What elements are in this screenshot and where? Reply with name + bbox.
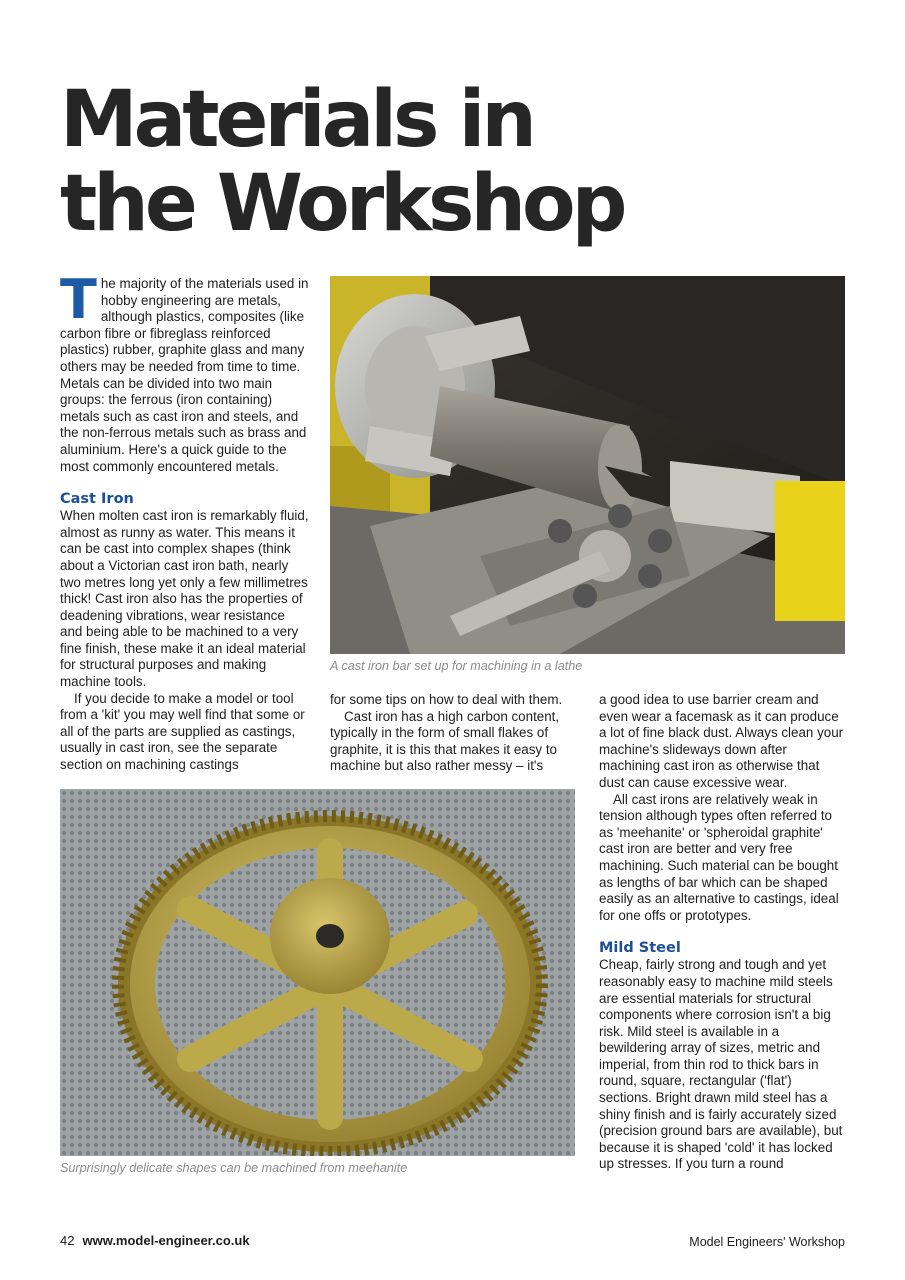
cast-iron-paragraph-2: If you decide to make a model or tool from a 'kit' you may well find that some or all of the parts are supplied as castings, usually in cast iron, see the separate section on machining castings <box>60 690 305 773</box>
column-left <box>60 268 310 774</box>
cast-iron-paragraph-3: Cast iron has a high carbon content, typically in the form of small flakes of graphite, it is this that makes it easy to machine but also rather messy – it's <box>330 708 560 774</box>
lathe-caption: A cast iron bar set up for machining in a lathe <box>330 659 583 673</box>
website-url[interactable]: www.model-engineer.co.uk <box>82 1233 250 1248</box>
intro-paragraph <box>60 268 310 475</box>
gear-photo <box>60 789 575 1156</box>
heading-cast-iron: Cast Iron <box>60 491 134 508</box>
article-title: Materials in the Workshop <box>60 75 624 249</box>
magazine-name: Model Engineers' Workshop <box>689 1235 845 1249</box>
footer-left <box>60 1233 250 1248</box>
cast-iron-paragraph-2-cont: for some tips on how to deal with them. <box>330 692 563 707</box>
cast-iron-paragraph-3-cont: a good idea to use barrier cream and even wear a facemask as it can produce a lot of fine black dust. Always clean your machine's slideways down after machining cast iron as otherwise that dust can cause excessive wear. <box>599 692 844 790</box>
heading-mild-steel: Mild Steel <box>599 940 681 957</box>
gear-caption: Surprisingly delicate shapes can be machined from meehanite <box>60 1161 408 1175</box>
intro-text: he majority of the materials used in hobby engineering are metals, although plastics, composites (like carbon fibre or fibreglass reinforced plastics) rubber, graphite glass and many others may be needed from time to time. Metals can be divided into two main groups: the ferrous (iron containing) metals such as cast iron and steels, and the non-ferrous metals such as brass and aluminium. Here's a quick guide to the most commonly encountered metals. <box>60 276 309 474</box>
drop-cap: T <box>60 268 97 331</box>
column-middle <box>330 692 580 775</box>
cast-iron-paragraph-1: When molten cast iron is remarkably fluid, almost as runny as water. This means it can be cast into complex shapes (think about a Victorian cast iron bath, nearly two metres long yet only a few millimetres thick! Cast iron also has the properties of deadening vibrations, wear resistance and being able to be machined to a very fine finish, these make it an ideal material for structural purposes and making machine tools. <box>60 508 309 690</box>
column-right <box>599 692 845 1173</box>
cast-iron-paragraph-4: All cast irons are relatively weak in tension although types often referred to as 'meehanite' or 'spheroidal graphite' cast iron are better and very free machining. Such material can be bought as lengths of bar which can be shaped easily as an alternative to castings, ideal for one offs or prototypes. <box>599 791 839 923</box>
lathe-photo <box>330 276 845 654</box>
mild-steel-paragraph-1: Cheap, fairly strong and tough and yet reasonably easy to machine mild steels are essential materials for structural components where corrosion isn't a big risk. Mild steel is available in a bewildering array of sizes, metric and imperial, from thin rod to thick bars in round, square, rectangular ('flat') sections. Bright drawn mild steel has a shiny finish and is fairly accurately sized (precision ground bars are available), but because it is shaped 'cold' it has locked up stresses. If you turn a round <box>599 957 843 1172</box>
page-number: 42 <box>60 1233 75 1248</box>
